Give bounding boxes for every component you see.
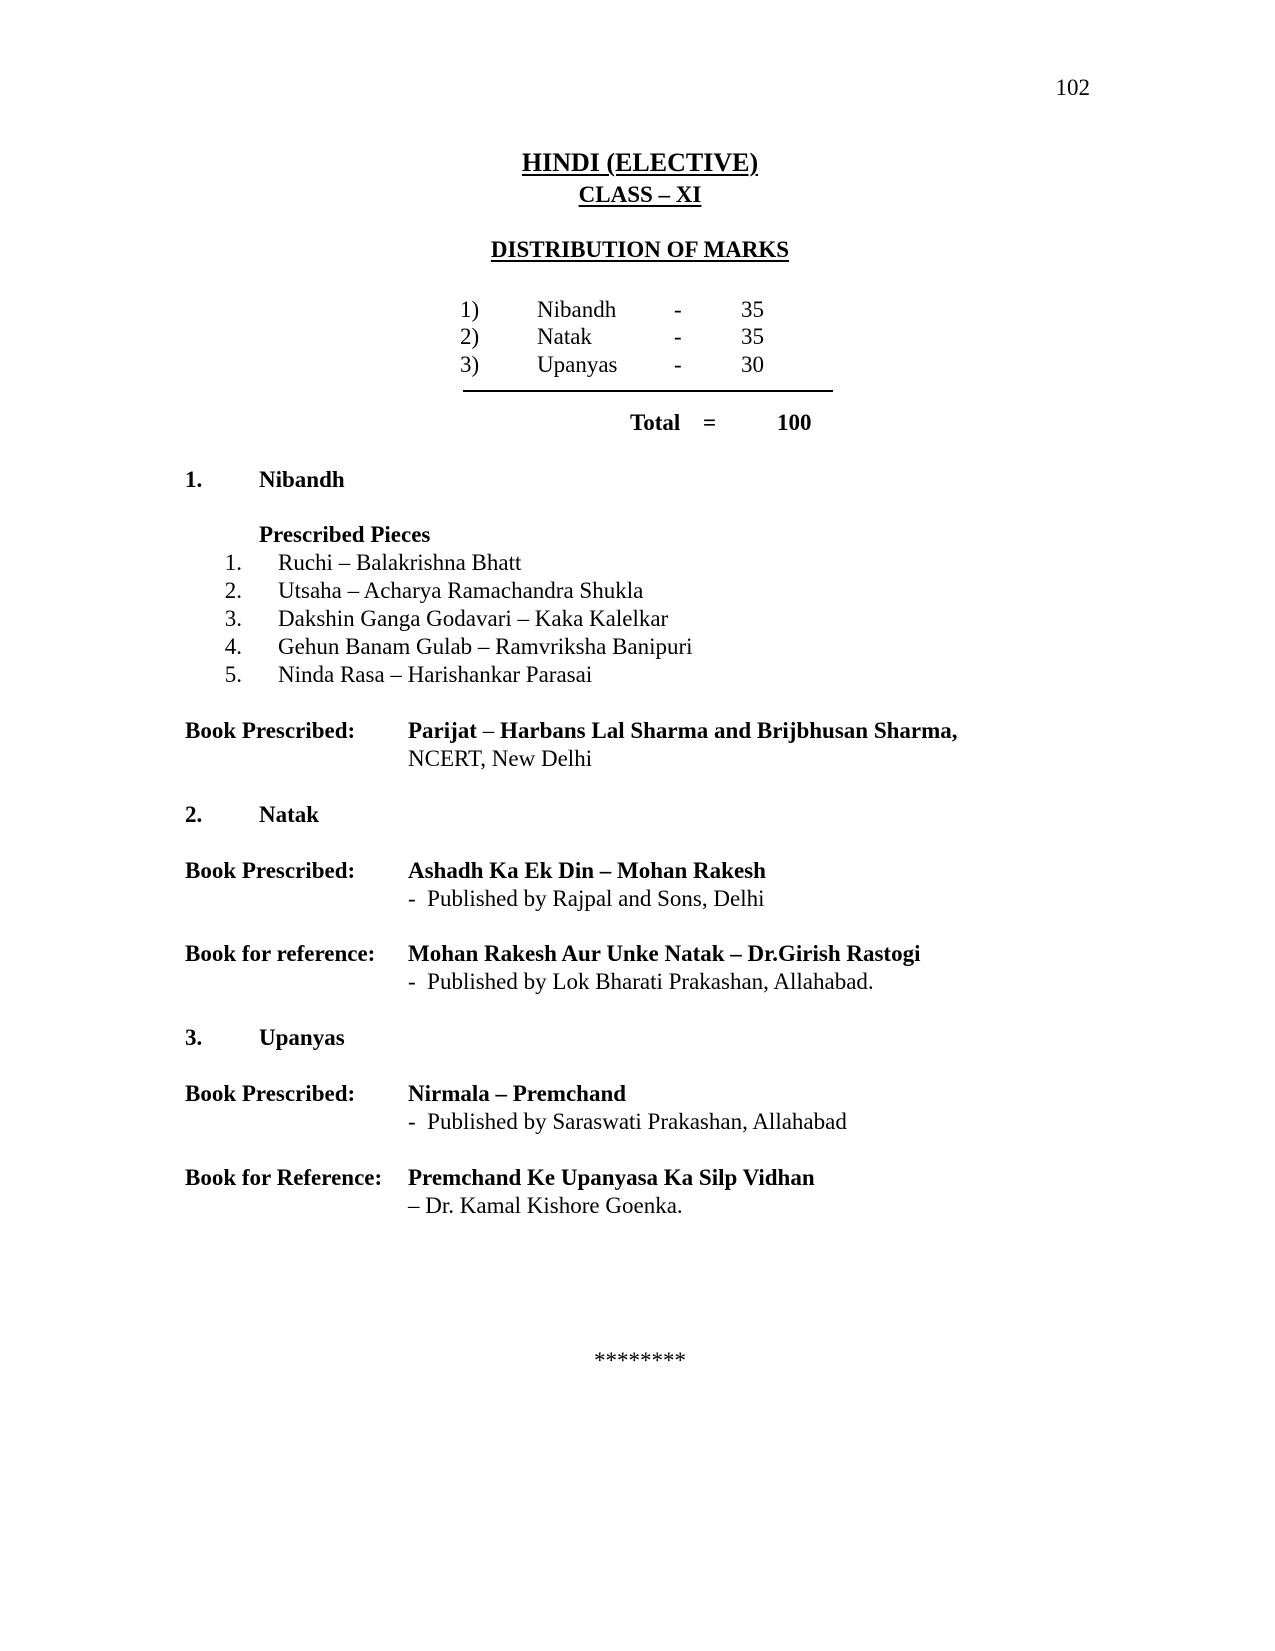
document-title: HINDI (ELECTIVE) [521, 148, 759, 177]
piece-number: 1. [224, 550, 242, 575]
book-label: Book Prescribed: [185, 718, 356, 743]
book-label: Book Prescribed: [185, 858, 356, 883]
distribution-heading: DISTRIBUTION OF MARKS [490, 237, 790, 262]
total-rule [463, 390, 833, 392]
page-number: 102 [1055, 75, 1090, 100]
piece-text: Ruchi – Balakrishna Bhatt [278, 550, 522, 575]
marks-row-value: 35 [741, 324, 764, 349]
document-subtitle: CLASS – XI [578, 182, 702, 207]
marks-row-number: 1) [460, 297, 480, 322]
piece-number: 3. [224, 606, 242, 631]
book-label: Book for Reference: [185, 1165, 383, 1190]
marks-row-name: Upanyas [537, 352, 618, 377]
total-row [630, 409, 870, 436]
footer-asterisks: ******** [594, 1348, 686, 1373]
marks-row-number: 2) [460, 324, 480, 349]
total-equals: = [703, 410, 717, 435]
book-title: Mohan Rakesh Aur Unke Natak – Dr.Girish Rastogi [408, 941, 921, 966]
marks-row [460, 296, 820, 323]
marks-row-number: 3) [460, 352, 480, 377]
book-author: Harbans Lal Sharma and Brijbhusan Sharma, [499, 718, 958, 743]
piece-text: Dakshin Ganga Godavari – Kaka Kalelkar [278, 606, 669, 631]
piece-number: 4. [224, 634, 242, 659]
book-title-separator: – [476, 718, 500, 743]
book-title: Nirmala – Premchand [408, 1081, 627, 1106]
marks-row-dash: - [674, 297, 682, 322]
book-publisher: - Published by Saraswati Prakashan, Allahabad [408, 1109, 847, 1134]
marks-row [460, 351, 820, 378]
marks-row-value: 35 [741, 297, 764, 322]
total-value: 100 [777, 410, 812, 435]
section-title: Nibandh [259, 467, 345, 492]
book-label: Book for reference: [185, 941, 376, 966]
marks-row [460, 323, 820, 350]
section-number: 3. [185, 1025, 203, 1050]
marks-row-value: 30 [741, 352, 764, 377]
marks-row-name: Nibandh [537, 297, 617, 322]
book-title: Ashadh Ka Ek Din – Mohan Rakesh [408, 858, 766, 883]
book-title: Parijat [408, 718, 477, 743]
total-label: Total [630, 410, 681, 435]
section-title: Upanyas [259, 1025, 345, 1050]
marks-row-name: Natak [537, 324, 592, 349]
section-number: 1. [185, 467, 203, 492]
book-publisher: NCERT, New Delhi [408, 746, 593, 771]
piece-number: 5. [224, 662, 242, 687]
book-publisher: - Published by Rajpal and Sons, Delhi [408, 886, 765, 911]
prescribed-pieces-heading: Prescribed Pieces [259, 522, 431, 547]
piece-number: 2. [224, 578, 242, 603]
marks-row-dash: - [674, 352, 682, 377]
section-number: 2. [185, 802, 203, 827]
book-title-line [408, 717, 958, 744]
book-label: Book Prescribed: [185, 1081, 356, 1106]
book-author: – Dr. Kamal Kishore Goenka. [408, 1193, 683, 1218]
piece-text: Ninda Rasa – Harishankar Parasai [278, 662, 593, 687]
book-publisher: - Published by Lok Bharati Prakashan, Allahabad. [408, 969, 874, 994]
book-title: Premchand Ke Upanyasa Ka Silp Vidhan [408, 1165, 815, 1190]
piece-text: Gehun Banam Gulab – Ramvriksha Banipuri [278, 634, 693, 659]
piece-text: Utsaha – Acharya Ramachandra Shukla [278, 578, 644, 603]
marks-row-dash: - [674, 324, 682, 349]
section-title: Natak [259, 802, 320, 827]
